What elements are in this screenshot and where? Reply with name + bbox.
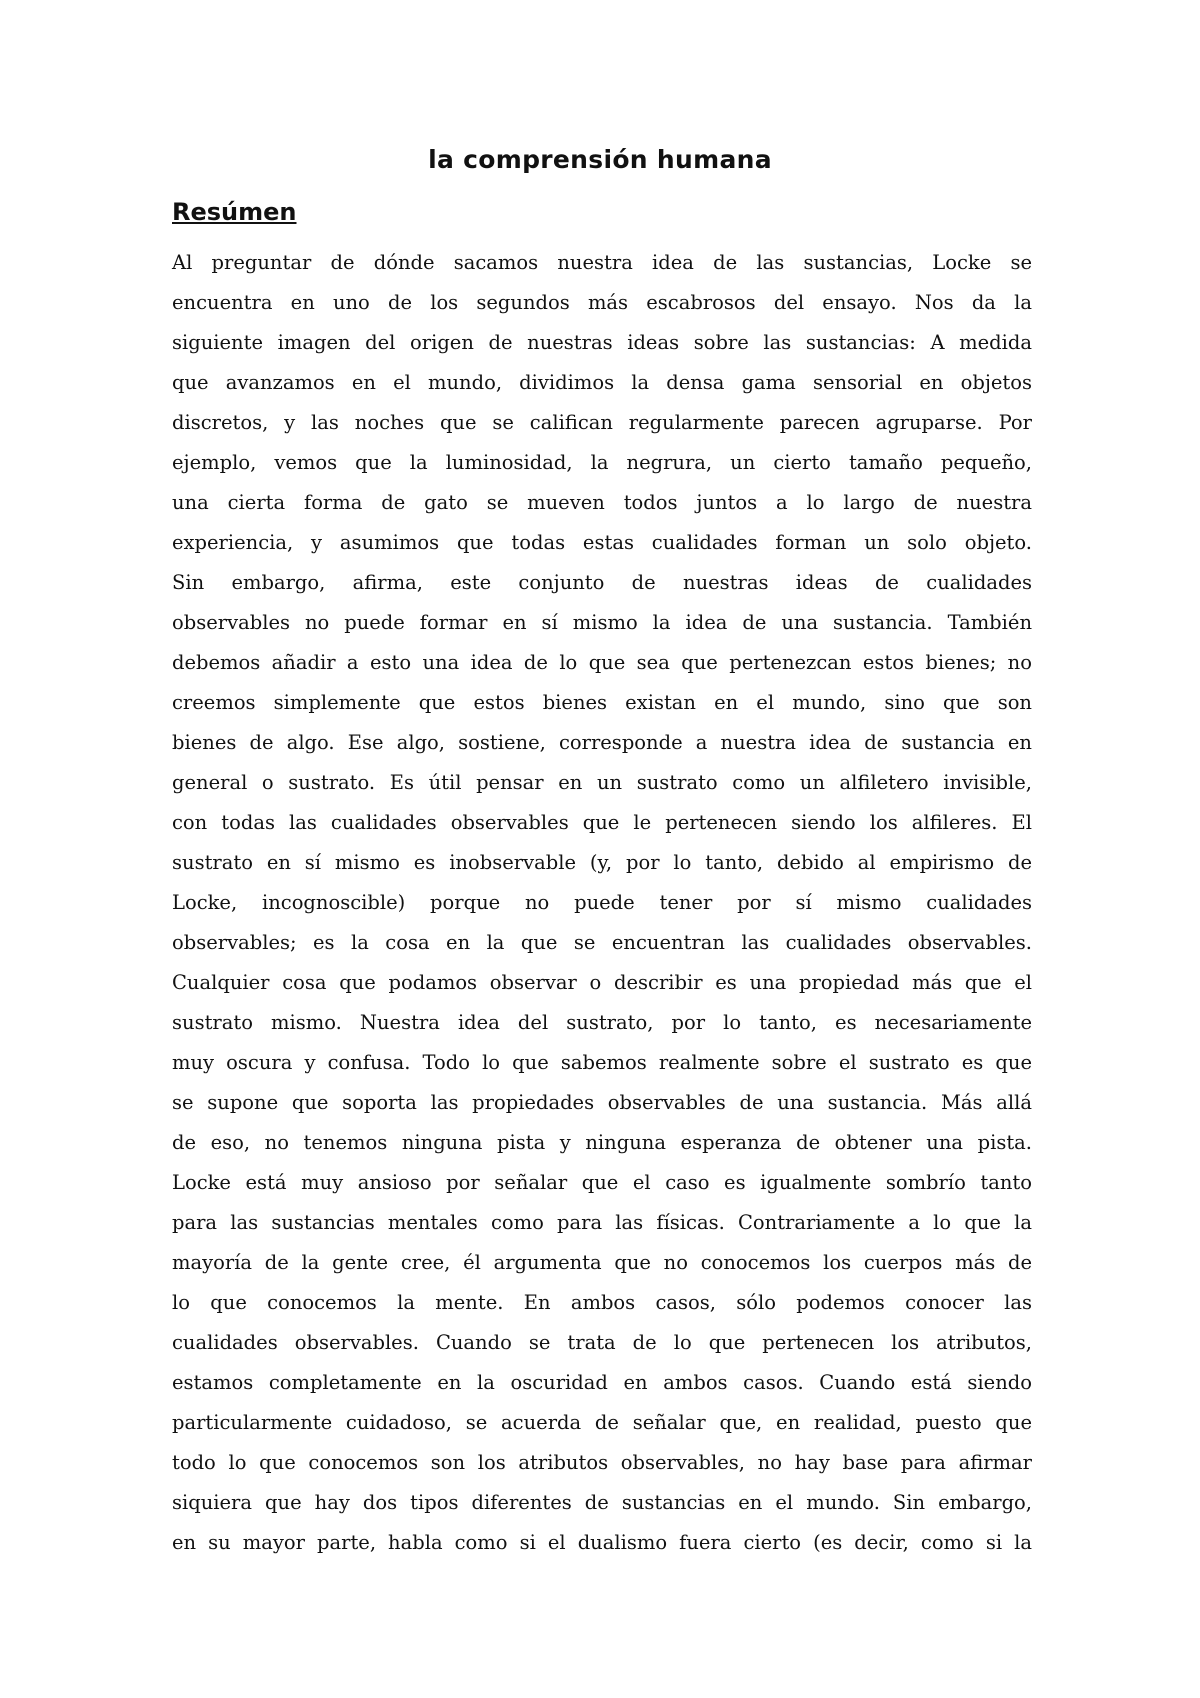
text-line: sustrato mismo. Nuestra idea del sustrato, por lo tanto, es necesariamente <box>172 1011 1032 1034</box>
text-line: bienes de algo. Ese algo, sostiene, corresponde a nuestra idea de sustancia en <box>172 731 1032 754</box>
text-line: en su mayor parte, habla como si el dualismo fuera cierto (es decir, como si la <box>172 1531 1032 1554</box>
text-line: Al preguntar de dónde sacamos nuestra idea de las sustancias, Locke se <box>172 251 1032 274</box>
text-line: cualidades observables. Cuando se trata de lo que pertenecen los atributos, <box>172 1331 1032 1354</box>
text-line: de eso, no tenemos ninguna pista y ninguna esperanza de obtener una pista. <box>172 1131 1032 1154</box>
body-paragraph <box>172 243 1032 1563</box>
text-line: ejemplo, vemos que la luminosidad, la negrura, un cierto tamaño pequeño, <box>172 451 1032 474</box>
text-line: observables no puede formar en sí mismo la idea de una sustancia. También <box>172 611 1032 634</box>
text-line: muy oscura y confusa. Todo lo que sabemos realmente sobre el sustrato es que <box>172 1051 1032 1074</box>
text-line: creemos simplemente que estos bienes existan en el mundo, sino que son <box>172 691 1032 714</box>
text-line: encuentra en uno de los segundos más escabrosos del ensayo. Nos da la <box>172 291 1032 314</box>
text-line: general o sustrato. Es útil pensar en un sustrato como un alfiletero invisible, <box>172 771 1032 794</box>
text-line: una cierta forma de gato se mueven todos juntos a lo largo de nuestra <box>172 491 1032 514</box>
text-line: siguiente imagen del origen de nuestras ideas sobre las sustancias: A medida <box>172 331 1032 354</box>
text-line: lo que conocemos la mente. En ambos casos, sólo podemos conocer las <box>172 1291 1032 1314</box>
text-line: mayoría de la gente cree, él argumenta que no conocemos los cuerpos más de <box>172 1251 1032 1274</box>
text-line: Locke, incognoscible) porque no puede tener por sí mismo cualidades <box>172 891 1032 914</box>
text-line: con todas las cualidades observables que le pertenecen siendo los alfileres. El <box>172 811 1032 834</box>
text-line: se supone que soporta las propiedades observables de una sustancia. Más allá <box>172 1091 1032 1114</box>
text-line: Sin embargo, afirma, este conjunto de nuestras ideas de cualidades <box>172 571 1032 594</box>
text-line: todo lo que conocemos son los atributos observables, no hay base para afirmar <box>172 1451 1032 1474</box>
text-line: que avanzamos en el mundo, dividimos la densa gama sensorial en objetos <box>172 371 1032 394</box>
text-line: discretos, y las noches que se califican regularmente parecen agruparse. Por <box>172 411 1032 434</box>
text-line: para las sustancias mentales como para las físicas. Contrariamente a lo que la <box>172 1211 1032 1234</box>
text-line: particularmente cuidadoso, se acuerda de señalar que, en realidad, puesto que <box>172 1411 1032 1434</box>
text-line: siquiera que hay dos tipos diferentes de sustancias en el mundo. Sin embargo, <box>172 1491 1032 1514</box>
text-line: Locke está muy ansioso por señalar que el caso es igualmente sombrío tanto <box>172 1171 1032 1194</box>
text-line: debemos añadir a esto una idea de lo que sea que pertenezcan estos bienes; no <box>172 651 1032 674</box>
text-line: experiencia, y asumimos que todas estas cualidades forman un solo objeto. <box>172 531 1032 554</box>
document-title: la comprensión humana <box>428 145 772 174</box>
text-line: observables; es la cosa en la que se encuentran las cualidades observables. <box>172 931 1032 954</box>
text-line: estamos completamente en la oscuridad en ambos casos. Cuando está siendo <box>172 1371 1032 1394</box>
text-line: sustrato en sí mismo es inobservable (y, por lo tanto, debido al empirismo de <box>172 851 1032 874</box>
text-line: Cualquier cosa que podamos observar o describir es una propiedad más que el <box>172 971 1032 994</box>
section-heading: Resúmen <box>172 198 297 226</box>
